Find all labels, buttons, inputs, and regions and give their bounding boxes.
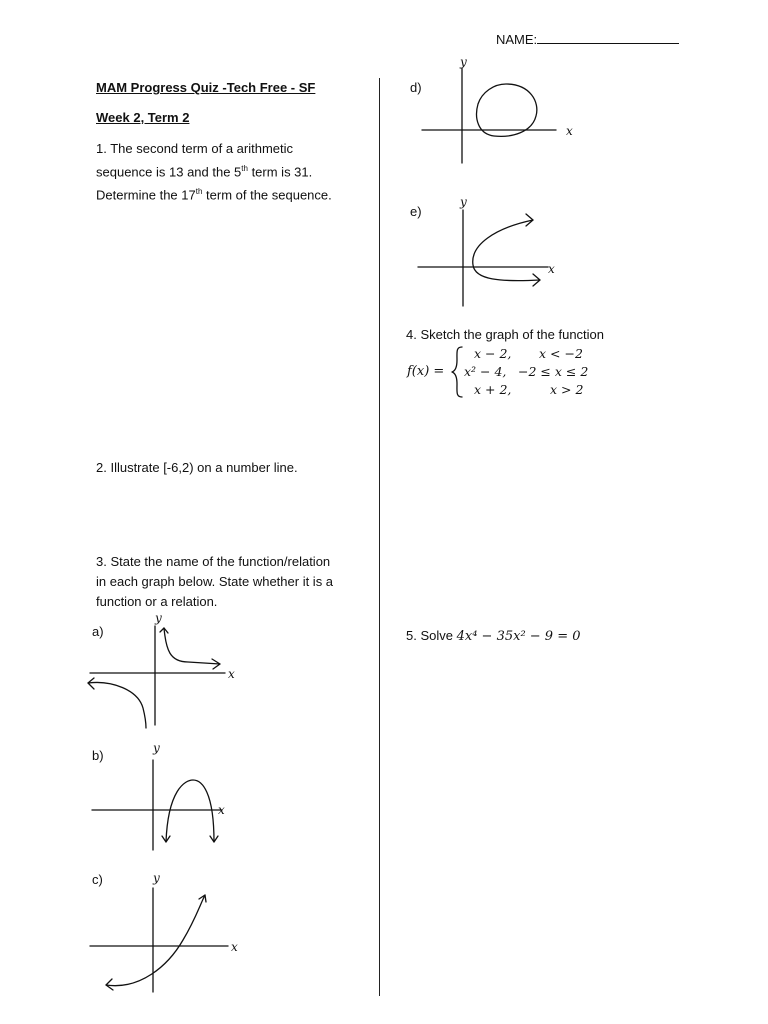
part-b-label: b): [92, 748, 104, 763]
part-d-label: d): [410, 80, 422, 95]
q4-function-lhs: f(x) =: [407, 364, 445, 379]
svg-text:x: x: [228, 667, 235, 681]
q1-line-2: sequence is 13 and the 5th term is 31.: [96, 164, 313, 180]
q1-line-3: Determine the 17th term of the sequence.: [96, 187, 332, 203]
svg-text:x: x: [548, 262, 555, 276]
question-4: 4. Sketch the graph of the function: [406, 327, 605, 342]
svg-text:y: y: [153, 871, 160, 885]
svg-text:y: y: [460, 55, 467, 69]
svg-text:y: y: [155, 611, 162, 625]
svg-text:y: y: [460, 195, 467, 209]
q1-line-1: 1. The second term of a arithmetic: [96, 141, 294, 156]
svg-text:x: x: [231, 940, 238, 954]
part-c-label: c): [92, 872, 103, 887]
part-a-label: a): [92, 624, 104, 639]
name-label: NAME:: [496, 32, 538, 47]
q3-line-2: in each graph below. State whether it is a: [96, 574, 334, 589]
q3-line-1: 3. State the name of the function/relation: [96, 554, 331, 569]
quiz-subtitle: Week 2, Term 2: [96, 110, 190, 125]
svg-text:x: x: [218, 803, 225, 817]
question-2: 2. Illustrate [-6,2) on a number line.: [96, 460, 298, 475]
q4-piece-3: x + 2, x > 2: [474, 382, 584, 397]
svg-text:x: x: [566, 124, 573, 138]
svg-text:y: y: [153, 741, 160, 755]
question-5: [406, 626, 581, 647]
q5-label: 5. Solve: [406, 628, 457, 643]
q3-line-3: function or a relation.: [96, 594, 218, 609]
q4-piece-2: x² − 4, −2 ≤ x ≤ 2: [464, 364, 589, 379]
part-e-label: e): [410, 204, 422, 219]
q4-pieces: [464, 345, 610, 399]
q4-piece-1: x − 2, x < −2: [474, 346, 583, 361]
quiz-title: MAM Progress Quiz -Tech Free - SF: [96, 80, 316, 95]
q5-equation: 4x⁴ − 35x² − 9 = 0: [456, 629, 581, 644]
